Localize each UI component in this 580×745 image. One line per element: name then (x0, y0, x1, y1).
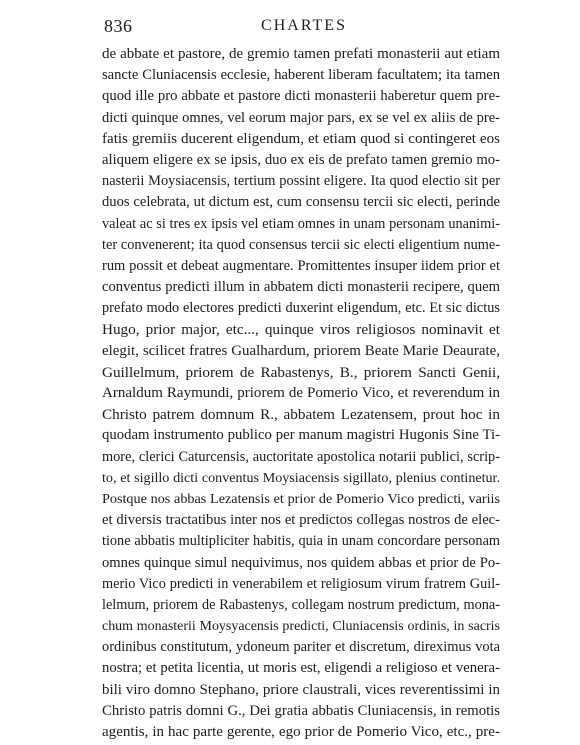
text-line: tione abbatis multipliciter habitis, quia in unam concordare personam (102, 533, 500, 550)
text-line: valeat ac si tres ex ipsis vel etiam omnes in unam personam unanimi- (102, 215, 500, 232)
text-line: Hugo, prior major, etc..., quinque viros religiosos nominavit et (102, 321, 500, 339)
page-header (104, 16, 504, 38)
text-line: Guillelmum, priorem de Rabastenys, B., priorem Sancti Genii, (102, 363, 500, 381)
text-line: et diversis tractatibus inter nos et predictos collegas nostros de elec- (102, 512, 500, 529)
text-line: Arnaldum Raymundi, priorem de Pomerio Vico, et reverendum in (102, 385, 500, 401)
text-line: fatis gremiis ducerent eligendum, et etiam quod si contingeret eos (102, 130, 500, 147)
text-line: conventus predicti illum in abbatem dicti monasterii recipere, quem (102, 279, 500, 296)
text-line: ordinibus constitutum, ydoneum pariter et discretum, direximus vota (102, 639, 500, 656)
text-line: de abbate et pastore, de gremio tamen prefati monasterii aut etiam (102, 46, 500, 62)
text-line: dicti quinque omnes, vel eorum major pars, ex se vel ex aliis de pre- (102, 109, 500, 126)
text-line: quodam instrumento publico per manum magistri Hugonis Sine Ti- (102, 427, 500, 444)
text-line: Postque nos abbas Lezatensis et prior de Pomerio Vico predicti, variis (102, 490, 500, 507)
text-line: Christo patrem domnum R., abbatem Lezatensem, prout hoc in (102, 406, 500, 424)
text-line: aliquem eligere ex se ipsis, duo ex eis de prefato tamen gremio mo- (102, 151, 500, 168)
running-title: CHARTES (261, 17, 347, 34)
text-line: merio Vico predicti in venerabilem et religiosum virum fratrem Guil- (102, 575, 500, 592)
text-line: quod ille pro abbate et pastore dicti monasterii haberetur quem pre- (102, 88, 500, 105)
text-line: omnes quinque simul nequivimus, nos quidem abbas et prior de Po- (102, 554, 500, 571)
text-line: nostra; et petita licentia, ut moris est, eligendi a religioso et venera- (102, 660, 500, 677)
text-line: rum possit et debeat augmentare. Promittentes insuper iidem prior et (102, 257, 500, 274)
text-line: agentis, in hac parte gerente, ego prior de Pomerio Vico, etc., pre- (102, 724, 500, 740)
text-line: more, clerici Caturcensis, auctoritate apostolica notarii publici, scrip- (102, 448, 500, 465)
text-line: bili viro domno Stephano, priore claustrali, vices reverentissimi in (102, 681, 500, 698)
text-line: lelmum, priorem de Rabastenys, collegam nostrum predictum, mona- (102, 596, 500, 613)
text-line: sancte Cluniacensis ecclesie, haberent liberam facultatem; ita tamen (102, 67, 500, 84)
text-line: duos celebrata, ut dictum est, cum consensu tercii sic electi, perinde (102, 194, 500, 211)
text-line: Christo patris domni G., Dei gratia abbatis Cluniacensis, in remotis (102, 702, 500, 719)
text-line: to, et sigillo dicti conventus Moysiacensis sigillato, plenius continetur. (102, 469, 500, 486)
body-text (102, 44, 500, 743)
text-line: nasterii Moysiacensis, tertium possint eligere. Ita quod electio sit per (102, 173, 500, 190)
text-line: ter convenerent; ita quod consensus tercii sic electi eligentium nume- (102, 236, 500, 253)
text-line: chum monasterii Moysyacensis predicti, Cluniacensis ordinis, in sacris (102, 619, 500, 635)
page-number: 836 (104, 16, 133, 36)
text-line: prefato modo electores predicti duxerint eligendum, etc. Et sic dictus (102, 300, 500, 317)
text-line: elegit, scilicet fratres Gualhardum, priorem Beate Marie Deaurate, (102, 342, 500, 359)
